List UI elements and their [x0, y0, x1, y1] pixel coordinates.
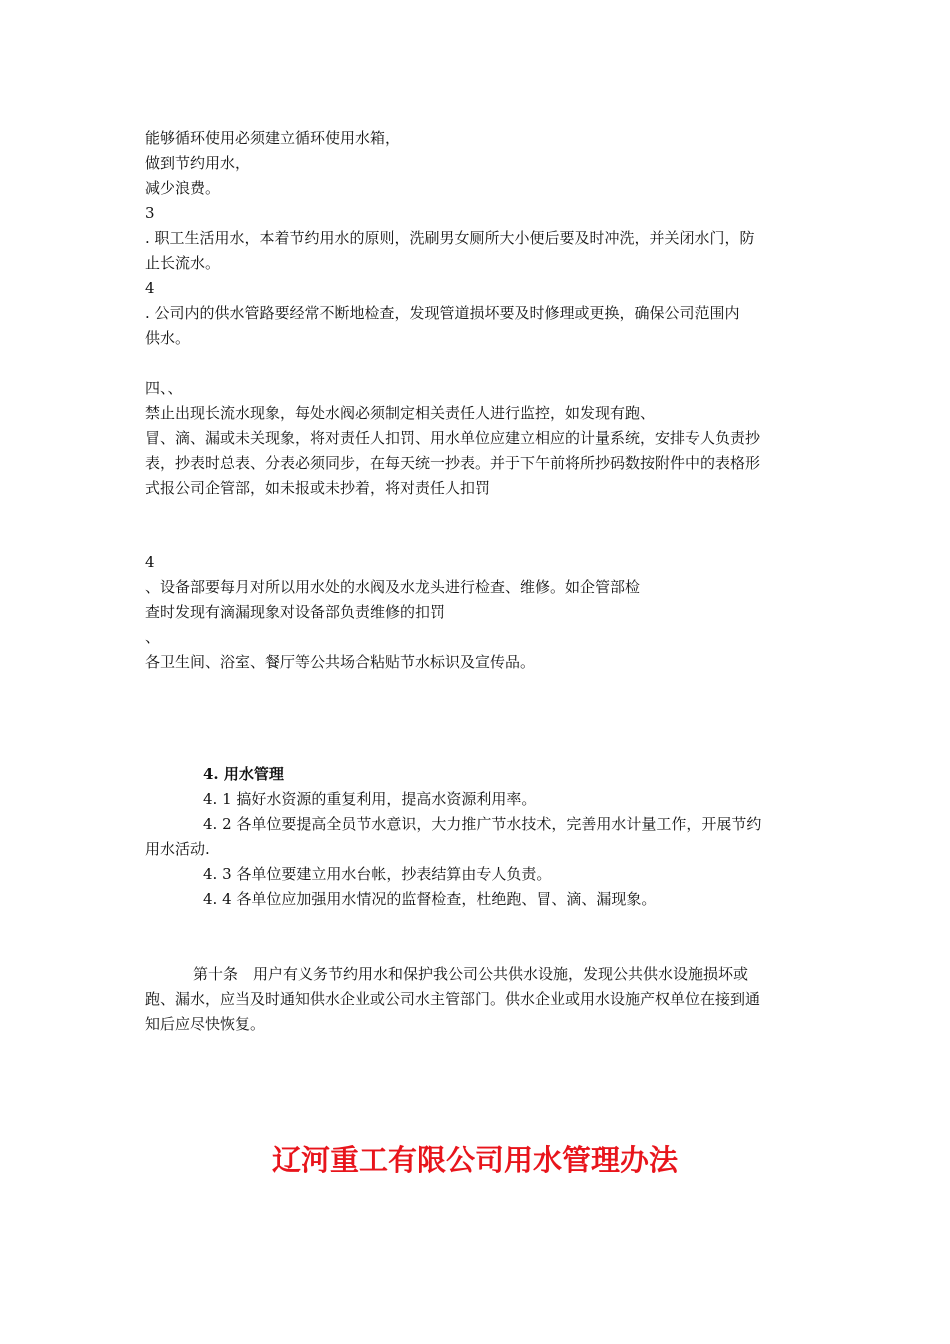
text-line: 跑、漏水，应当及时通知供水企业或公司水主管部门。供水企业或用水设施产权单位在接到通	[145, 990, 761, 1008]
section-heading: 4. 用水管理	[203, 765, 284, 783]
text-line: 禁止出现长流水现象，每处水阀必须制定相关责任人进行监控，如发现有跑、	[145, 404, 656, 422]
text-line: . 职工生活用水，本着节约用水的原则，洗刷男女厕所大小便后要及时冲洗，并关闭水门，防	[145, 229, 755, 247]
text-line: 做到节约用水，	[145, 154, 251, 172]
text-line: 冒、滴、漏或未关现象，将对责任人扣罚、用水单位应建立相应的计量系统，安排专人负责抄	[145, 429, 761, 447]
text-line: 减少浪费。	[145, 179, 221, 197]
text-line: 各卫生间、浴室、餐厅等公共场合粘贴节水标识及宣传品。	[145, 653, 536, 671]
text-line: 表，抄表时总表、分表必须同步，在每天统一抄表。并于下午前将所抄码数按附件中的表格形	[145, 454, 761, 472]
text-line: 用水活动.	[145, 840, 210, 858]
text-line: 供水。	[145, 329, 191, 347]
text-line: 查时发现有滴漏现象对设备部负责维修的扣罚	[145, 603, 446, 621]
text-line: 能够循环使用必须建立循环使用水箱，	[145, 129, 401, 147]
text-line: 止长流水。	[145, 254, 221, 272]
list-number: 3	[145, 204, 155, 222]
text-line: 4. 4 各单位应加强用水情况的监督检查，杜绝跑、冒、滴、漏现象。	[203, 890, 657, 908]
list-number: 4	[145, 279, 155, 297]
section-marker: 四、、	[145, 379, 183, 397]
document-title: 辽河重工有限公司用水管理办法	[271, 1143, 678, 1177]
text-line: . 公司内的供水管路要经常不断地检查，发现管道损坏要及时修理或更换，确保公司范围内	[145, 304, 740, 322]
text-line: 4. 2 各单位要提高全员节水意识，大力推广节水技术，完善用水计量工作，开展节约	[203, 815, 762, 833]
list-number: 4	[145, 553, 155, 571]
text-line: 4. 1 搞好水资源的重复利用，提高水资源利用率。	[203, 790, 537, 808]
text-line: 4. 3 各单位要建立用水台帐，抄表结算由专人负责。	[203, 865, 552, 883]
text-line: 、	[145, 628, 161, 646]
text-line: 、设备部要每月对所以用水处的水阀及水龙头进行检查、维修。如企管部检	[145, 578, 641, 596]
text-line: 式报公司企管部，如未报或未抄着，将对责任人扣罚	[145, 479, 491, 497]
text-line: 知后应尽快恢复。	[145, 1015, 266, 1033]
text-line: 第十条 用户有义务节约用水和保护我公司公共供水设施，发现公共供水设施损坏或	[193, 965, 749, 983]
